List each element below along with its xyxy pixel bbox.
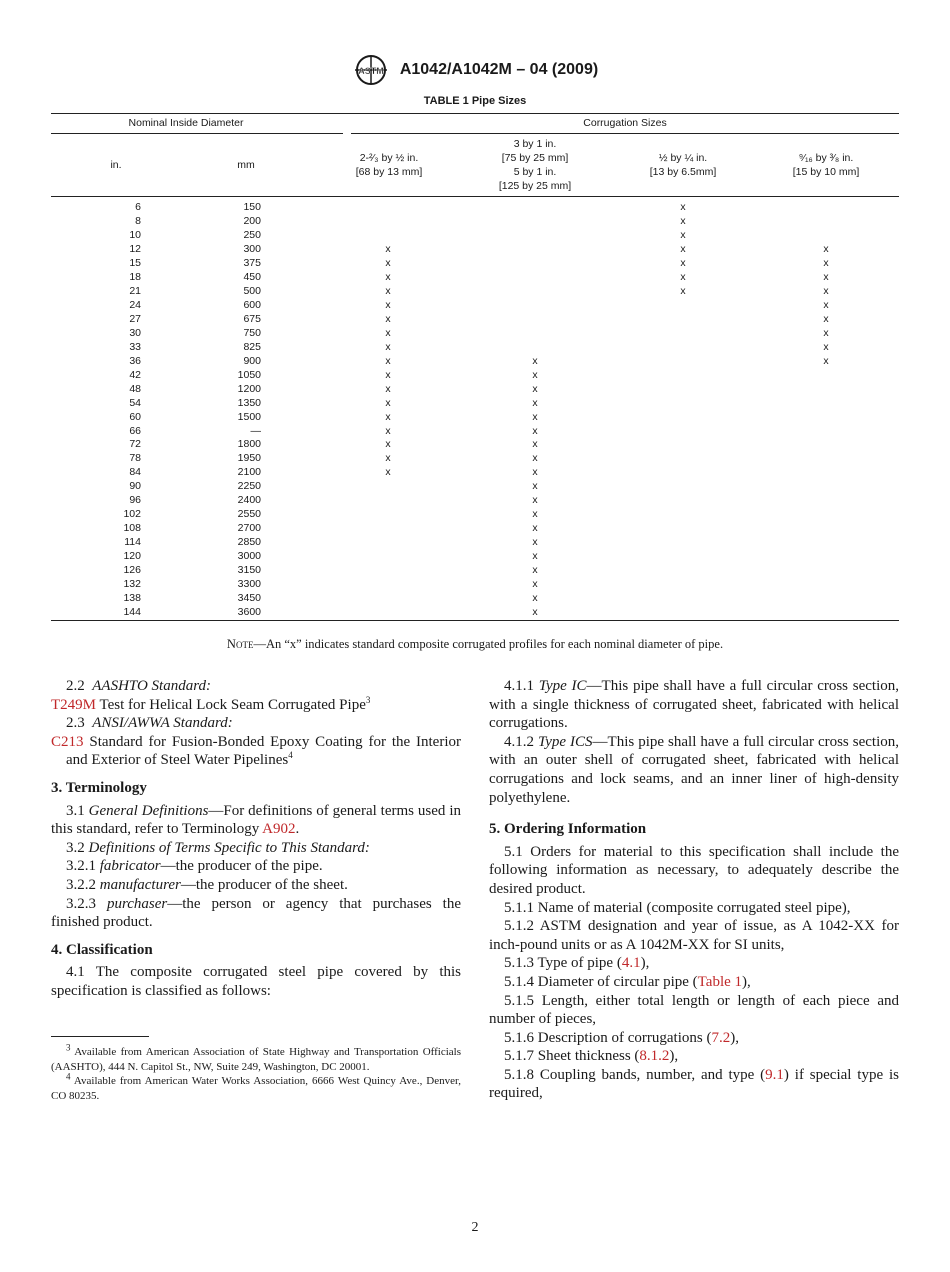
cell-corrugation-b: x — [532, 494, 538, 507]
table-row — [51, 536, 899, 550]
table-row — [51, 341, 899, 355]
cell-mm: 750 — [243, 326, 261, 339]
cell-corrugation-c: x — [680, 228, 686, 241]
cell-corrugation-a: x — [385, 396, 391, 409]
ref-t249m: T249M Test for Helical Lock Seam Corrugated Pipe$^3$ — [51, 694, 371, 713]
ref-9-1-link[interactable]: 9.1 — [765, 1066, 784, 1083]
svg-text:ASTM: ASTM — [358, 66, 384, 76]
cell-corrugation-b: x — [532, 522, 538, 535]
ref-7-2-link[interactable]: 7.2 — [711, 1029, 731, 1046]
cell-corrugation-d: x — [823, 312, 829, 325]
table-row — [51, 355, 899, 369]
cell-corrugation-b: x — [532, 564, 538, 577]
ref-4-1-link[interactable]: 4.1 — [621, 955, 641, 972]
cell-corrugation-c: x — [680, 242, 686, 255]
cell-corrugation-a: x — [385, 326, 391, 339]
cell-mm: 150 — [243, 201, 261, 213]
table-row — [51, 243, 899, 257]
heading-ordering-information: 5. Ordering Information — [489, 821, 647, 838]
table-row — [51, 606, 899, 620]
para-5-1-5: 5.1.5 Length, either total length or length of each piece and number of pieces, — [489, 992, 899, 1028]
table-bottom-rule — [51, 620, 899, 621]
cell-corrugation-d: x — [823, 242, 829, 255]
heading-terminology: 3. Terminology — [51, 779, 147, 796]
cell-in: 90 — [129, 480, 141, 493]
cell-in: 66 — [129, 424, 141, 437]
cell-mm: 3450 — [237, 592, 261, 605]
cell-in: 126 — [123, 564, 141, 577]
cell-mm: 2700 — [237, 522, 261, 535]
cell-corrugation-b: x — [532, 508, 538, 521]
cell-mm: 1950 — [237, 452, 261, 465]
cell-corrugation-b: x — [532, 606, 538, 619]
cell-mm: 375 — [243, 256, 261, 269]
heading-classification: 4. Classification — [51, 941, 153, 958]
table-row — [51, 285, 899, 299]
cell-corrugation-d: x — [823, 284, 829, 297]
cell-mm: 3150 — [237, 564, 261, 577]
cell-mm: 900 — [243, 354, 261, 367]
table-row — [51, 564, 899, 578]
cell-corrugation-b: x — [532, 550, 538, 563]
table-caption: TABLE 1 Pipe Sizes — [423, 95, 527, 107]
cell-in: 8 — [135, 214, 141, 227]
cell-corrugation-a: x — [385, 438, 391, 451]
cell-in: 120 — [123, 550, 141, 563]
cell-corrugation-d: x — [823, 256, 829, 269]
cell-corrugation-a: x — [385, 298, 391, 311]
cell-corrugation-b: x — [532, 382, 538, 395]
table-row — [51, 257, 899, 271]
footnote-rule — [51, 1036, 149, 1037]
cell-in: 48 — [129, 382, 141, 395]
cell-mm: 2100 — [237, 466, 261, 479]
cell-corrugation-c: x — [680, 214, 686, 227]
cell-mm: 1350 — [237, 396, 261, 409]
table-row — [51, 201, 899, 215]
col-header-in: in. — [110, 159, 122, 171]
cell-corrugation-b: x — [532, 396, 538, 409]
page-header — [0, 54, 950, 86]
para-4-1-1: 4.1.1 Type IC—This pipe shall have a full circular cross section, with a single thickness of corrugated sheet, fabricated with helical corrugations. — [489, 678, 899, 732]
cell-in: 60 — [129, 410, 141, 423]
cell-mm: — — [250, 424, 261, 437]
cell-corrugation-c: x — [680, 256, 686, 269]
cell-corrugation-a: x — [385, 368, 391, 381]
col-header-corrugation-a: 2-²⁄₃ by ½ in. [68 by 13 mm] — [355, 152, 423, 178]
cell-in: 24 — [129, 298, 141, 311]
cell-in: 36 — [129, 354, 141, 367]
cell-corrugation-d: x — [823, 340, 829, 353]
cell-mm: 1800 — [237, 438, 261, 451]
cell-mm: 200 — [243, 214, 261, 227]
table-row — [51, 425, 899, 439]
cell-in: 84 — [129, 466, 141, 479]
ref-8-1-2-link[interactable]: 8.1.2 — [639, 1048, 670, 1065]
cell-in: 132 — [123, 578, 141, 591]
cell-mm: 3000 — [237, 550, 261, 563]
cell-in: 21 — [129, 284, 141, 297]
cell-corrugation-a: x — [385, 382, 391, 395]
cell-corrugation-a: x — [385, 354, 391, 367]
cell-corrugation-b: x — [532, 354, 538, 367]
footnote-3: $^3$ Available from American Association of State Highway and Transportation Officials (AASHTO), 444 N. Capitol St., NW, Suite 249, Washington, DC 20001. — [51, 1042, 461, 1073]
table-row — [51, 229, 899, 243]
cell-corrugation-b: x — [532, 410, 538, 423]
table-row — [51, 397, 899, 411]
para-4-1: 4.1 The composite corrugated steel pipe covered by this specification is classified as follows: — [51, 964, 461, 999]
cell-corrugation-a: x — [385, 466, 391, 479]
cell-corrugation-b: x — [532, 466, 538, 479]
cell-in: 138 — [123, 592, 141, 605]
table-row — [51, 383, 899, 397]
cell-in: 27 — [129, 312, 141, 325]
section-2-3: 2.3 ANSI/AWWA Standard: — [66, 715, 233, 732]
col-header-corrugation-b: 3 by 1 in. [75 by 25 mm] 5 by 1 in. [125 by 25 mm] — [498, 138, 572, 192]
cell-mm: 3600 — [237, 606, 261, 619]
c213-link[interactable]: C213 — [51, 733, 84, 750]
cell-mm: 600 — [243, 298, 261, 311]
cell-corrugation-b: x — [532, 536, 538, 549]
table-row — [51, 578, 899, 592]
table-row — [51, 369, 899, 383]
group-header-corrugation: Corrugation Sizes — [583, 117, 667, 129]
t249m-link[interactable]: T249M — [51, 696, 96, 713]
cell-mm: 2250 — [237, 480, 261, 493]
para-5-1-8: 5.1.8 Coupling bands, number, and type (9.1) if special type is required, — [489, 1066, 899, 1102]
section-2-2: 2.2 AASHTO Standard: — [66, 678, 212, 694]
a902-link[interactable]: A902 — [262, 821, 296, 838]
cell-in: 18 — [129, 270, 141, 283]
footnote-4: $^4$ Available from American Water Works Association, 6666 West Quincy Ave., Denver, CO 80235. — [51, 1071, 461, 1102]
cell-corrugation-b: x — [532, 368, 538, 381]
table-row — [51, 592, 899, 606]
cell-in: 96 — [129, 494, 141, 507]
cell-in: 6 — [135, 201, 141, 213]
table-row — [51, 438, 899, 452]
cell-mm: 3300 — [237, 578, 261, 591]
cell-corrugation-a: x — [385, 340, 391, 353]
para-5-1-1: 5.1.1 Name of material (composite corrugated steel pipe), — [504, 899, 851, 916]
ref-c213: C213 Standard for Fusion-Bonded Epoxy Coating for the Interior and Exterior of Steel Water Pipelines$^4$ — [51, 733, 461, 769]
cell-mm: 2550 — [237, 508, 261, 521]
cell-mm: 300 — [243, 242, 261, 255]
right-column — [489, 677, 899, 1103]
table-row — [51, 327, 899, 341]
table-row — [51, 299, 899, 313]
cell-mm: 450 — [243, 270, 261, 283]
cell-mm: 1200 — [237, 382, 261, 395]
cell-in: 30 — [129, 326, 141, 339]
cell-corrugation-b: x — [532, 592, 538, 605]
cell-corrugation-d: x — [823, 326, 829, 339]
astm-logo-icon — [352, 54, 390, 86]
header-bottom-rule — [51, 196, 899, 197]
table-row — [51, 480, 899, 494]
cell-in: 72 — [129, 438, 141, 451]
cell-corrugation-d: x — [823, 298, 829, 311]
group-header-nominal: Nominal Inside Diameter — [128, 117, 244, 129]
cell-mm: 825 — [243, 340, 261, 353]
para-5-1: 5.1 Orders for material to this specification shall include the following information as necessary, to adequately describe the desired product. — [489, 843, 899, 897]
group-rule-right — [351, 133, 899, 134]
para-5-1-3: 5.1.3 Type of pipe (4.1), — [504, 955, 650, 972]
para-3-1: 3.1 General Definitions—For definitions of general terms used in this standard, refer to Terminology A902. — [51, 802, 461, 838]
para-4-1-2: 4.1.2 Type ICS—This pipe shall have a full circular cross section, with an outer shell of corrugated sheet, fabricated with helical corrugations and lock seams, and an inner liner of high-density polyethylene. — [489, 733, 899, 806]
cell-corrugation-a: x — [385, 256, 391, 269]
cell-in: 102 — [123, 508, 141, 521]
cell-corrugation-a: x — [385, 312, 391, 325]
cell-mm: 1500 — [237, 410, 261, 423]
ref-table-1-link[interactable]: Table 1 — [697, 973, 743, 990]
para-3-2: 3.2 Definitions of Terms Specific to This Standard: — [66, 839, 370, 856]
cell-mm: 250 — [243, 228, 261, 241]
cell-mm: 1050 — [237, 368, 261, 381]
cell-in: 42 — [129, 368, 141, 381]
cell-mm: 500 — [243, 284, 261, 297]
table-row — [51, 508, 899, 522]
cell-in: 114 — [124, 536, 141, 549]
cell-corrugation-a: x — [385, 242, 391, 255]
col-header-corrugation-d: ⁹⁄₁₆ by ³⁄₈ in. [15 by 10 mm] — [792, 152, 860, 178]
group-rule-left — [51, 133, 343, 134]
cell-corrugation-a: x — [385, 424, 391, 437]
para-5-1-6: 5.1.6 Description of corrugations (7.2), — [504, 1029, 739, 1046]
page-number: 2 — [471, 1220, 479, 1235]
cell-in: 108 — [123, 522, 141, 535]
table-row — [51, 411, 899, 425]
table-row — [51, 215, 899, 229]
cell-in: 10 — [129, 228, 141, 241]
table-row — [51, 271, 899, 285]
table-row — [51, 494, 899, 508]
col-header-corrugation-c: ½ by ¼ in. [13 by 6.5mm] — [649, 152, 717, 178]
cell-in: 12 — [129, 242, 141, 255]
cell-corrugation-b: x — [532, 424, 538, 437]
cell-corrugation-a: x — [385, 270, 391, 283]
document-designation: A1042/A1042M – 04 (2009) — [399, 61, 599, 78]
cell-mm: 675 — [243, 312, 261, 325]
cell-mm: 2400 — [237, 494, 261, 507]
cell-corrugation-a: x — [385, 410, 391, 423]
table-body — [51, 201, 899, 620]
para-3-2-2: 3.2.2 manufacturer—the producer of the sheet. — [66, 876, 348, 893]
table-row — [51, 313, 899, 327]
table-row — [51, 466, 899, 480]
para-5-1-2: 5.1.2 ASTM designation and year of issue, as A 1042-XX for inch-pound units or as A 1042M-XX for SI units, — [489, 918, 899, 953]
cell-corrugation-b: x — [532, 452, 538, 465]
table-row — [51, 522, 899, 536]
cell-in: 15 — [129, 256, 141, 269]
para-3-2-3: 3.2.3 purchaser—the person or agency that purchases the finished product. — [51, 895, 462, 931]
cell-corrugation-a: x — [385, 284, 391, 297]
para-5-1-7: 5.1.7 Sheet thickness (8.1.2), — [504, 1048, 679, 1065]
col-header-mm: mm — [237, 159, 255, 171]
table-row — [51, 550, 899, 564]
cell-corrugation-c: x — [680, 284, 686, 297]
para-3-2-1: 3.2.1 fabricator—the producer of the pipe. — [66, 858, 323, 875]
cell-corrugation-a: x — [385, 452, 391, 465]
cell-in: 54 — [129, 396, 141, 409]
cell-corrugation-b: x — [532, 578, 538, 591]
cell-in: 144 — [123, 606, 141, 619]
cell-in: 33 — [129, 340, 141, 353]
table-row — [51, 452, 899, 466]
cell-corrugation-d: x — [823, 354, 829, 367]
table-top-rule — [51, 113, 899, 114]
cell-corrugation-c: x — [680, 201, 686, 213]
cell-corrugation-c: x — [680, 270, 686, 283]
para-5-1-4: 5.1.4 Diameter of circular pipe (Table 1), — [504, 973, 751, 990]
cell-corrugation-d: x — [823, 270, 829, 283]
cell-corrugation-b: x — [532, 480, 538, 493]
cell-corrugation-b: x — [532, 438, 538, 451]
left-column — [51, 677, 461, 1001]
cell-mm: 2850 — [237, 536, 261, 549]
table-note: Note—An “x” indicates standard composite corrugated profiles for each nominal diameter of pipe. — [226, 637, 724, 651]
cell-in: 78 — [129, 452, 141, 465]
